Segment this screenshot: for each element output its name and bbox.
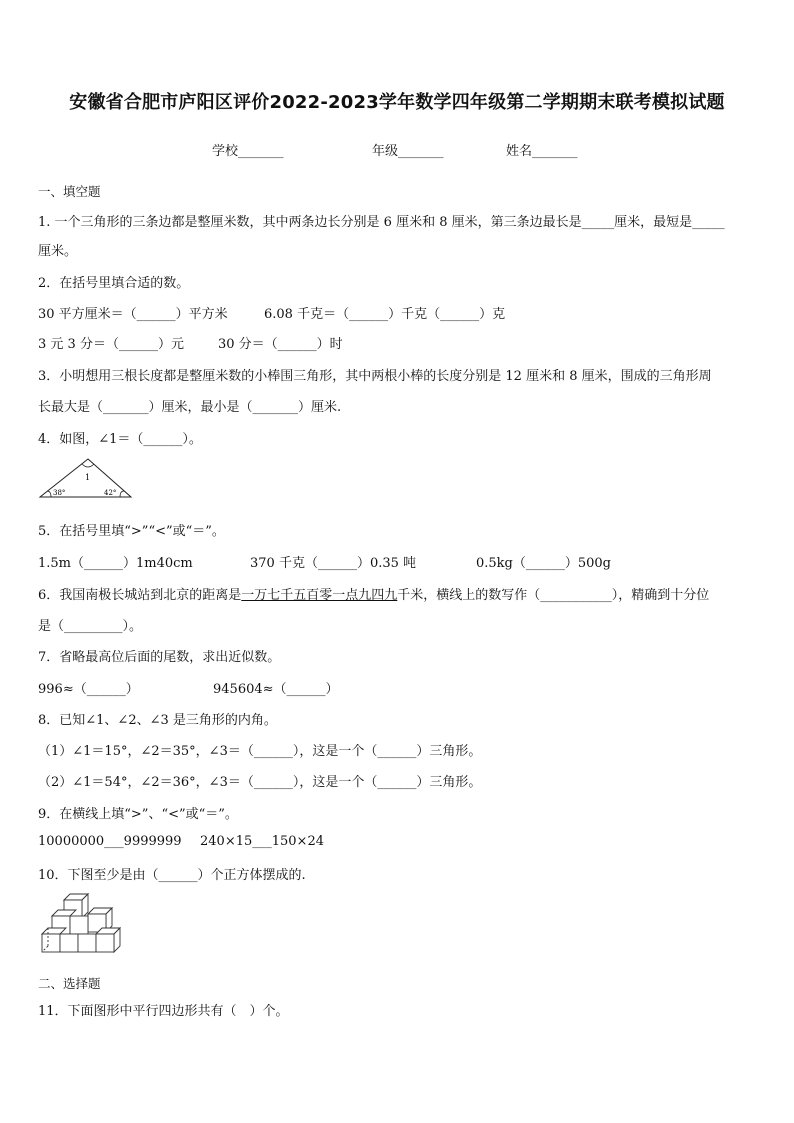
q2-row2a: 3 元 3 分＝（______）元 — [38, 337, 184, 352]
q2-row1a: 30 平方厘米＝（______）平方米 — [38, 307, 228, 322]
exam-title: 安徽省合肥市庐阳区评价2022-2023学年数学四年级第二学期期末联考模拟试题 — [69, 92, 725, 113]
angle-left-label: 38° — [53, 489, 66, 497]
q3-line2: 长最大是（_______）厘米，最小是（_______）厘米. — [38, 400, 342, 415]
section-fill-in-heading: 一、填空题 — [38, 184, 101, 199]
q1-line2: 厘米。 — [38, 244, 78, 259]
name-field: 姓名_______ — [506, 144, 578, 159]
q4-stem: 4．如图，∠1＝（______）。 — [38, 432, 202, 447]
q2-stem: 2．在括号里填合适的数。 — [38, 276, 190, 291]
q9-b: 240×15___150×24 — [200, 834, 324, 849]
q7-a: 996≈（______） — [38, 682, 139, 697]
grade-field: 年级_______ — [372, 144, 444, 159]
angle-right-arc — [120, 491, 124, 497]
q6-line1 — [38, 584, 709, 603]
q8-part1: （1）∠1＝15°，∠2＝35°，∠3＝（______），这是一个（______）三角形。 — [38, 744, 482, 759]
q6-post: 千米，横线上的数写作（___________），精确到十分位 — [397, 588, 710, 603]
cube-bottom-4 — [96, 928, 120, 952]
q7-stem: 7．省略最高位后面的尾数，求出近似数。 — [38, 650, 281, 665]
q11-stem: 11．下面图形中平行四边形共有（ ）个。 — [38, 1004, 289, 1019]
cube-bottom-2 — [60, 934, 78, 952]
q8-stem: 8．已知∠1、∠2、∠3 是三角形的内角。 — [38, 713, 277, 728]
cube-stack-figure — [38, 888, 122, 968]
q6-underlined-number: 一万七千五百零一点九四九 — [241, 588, 398, 603]
q1-line1: 1. 一个三角形的三条边都是整厘米数，其中两条边长分别是 6 厘米和 8 厘米，第三条边最长是_____厘米，最短是_____ — [38, 215, 725, 230]
q5-stem: 5．在括号里填“>”“<”或“＝”。 — [38, 524, 225, 539]
q9-stem: 9．在横线上填“>”、“<”或“＝”。 — [38, 807, 238, 822]
q7-b: 945604≈（______） — [213, 682, 339, 697]
q5-a: 1.5m（______）1m40cm — [38, 556, 193, 571]
section-choice-heading: 二、选择题 — [38, 976, 101, 991]
triangle-figure — [38, 456, 134, 502]
q5-c: 0.5kg（______）500g — [476, 556, 612, 571]
school-field: 学校_______ — [212, 144, 284, 159]
q6-pre: 6．我国南极长城站到北京的距离是 — [38, 588, 242, 603]
q9-a: 10000000___9999999 — [38, 834, 182, 849]
q2-row1b: 6.08 千克＝（______）千克（______）克 — [264, 307, 506, 322]
q8-part2: （2）∠1＝54°，∠2＝36°，∠3＝（______），这是一个（______）三角形。 — [38, 775, 482, 790]
cube-bottom-3 — [78, 934, 96, 952]
cube-mid-center — [70, 916, 88, 934]
q6-line2: 是（_________）。 — [38, 619, 143, 634]
angle-right-label: 42° — [104, 489, 117, 497]
angle1-arc — [82, 464, 94, 467]
q10-stem: 10．下图至少是由（______）个正方体摆成的. — [38, 868, 306, 883]
angle-left-arc — [47, 491, 51, 497]
q2-row2b: 30 分＝（______）时 — [218, 337, 343, 352]
q5-b: 370 千克（______）0.35 吨 — [250, 556, 417, 571]
angle1-label: 1 — [85, 473, 91, 482]
q3-line1: 3．小明想用三根长度都是整厘米数的小棒围三角形，其中两根小棒的长度分别是 12 厘米和 8 厘米，围成的三角形周 — [38, 369, 712, 384]
